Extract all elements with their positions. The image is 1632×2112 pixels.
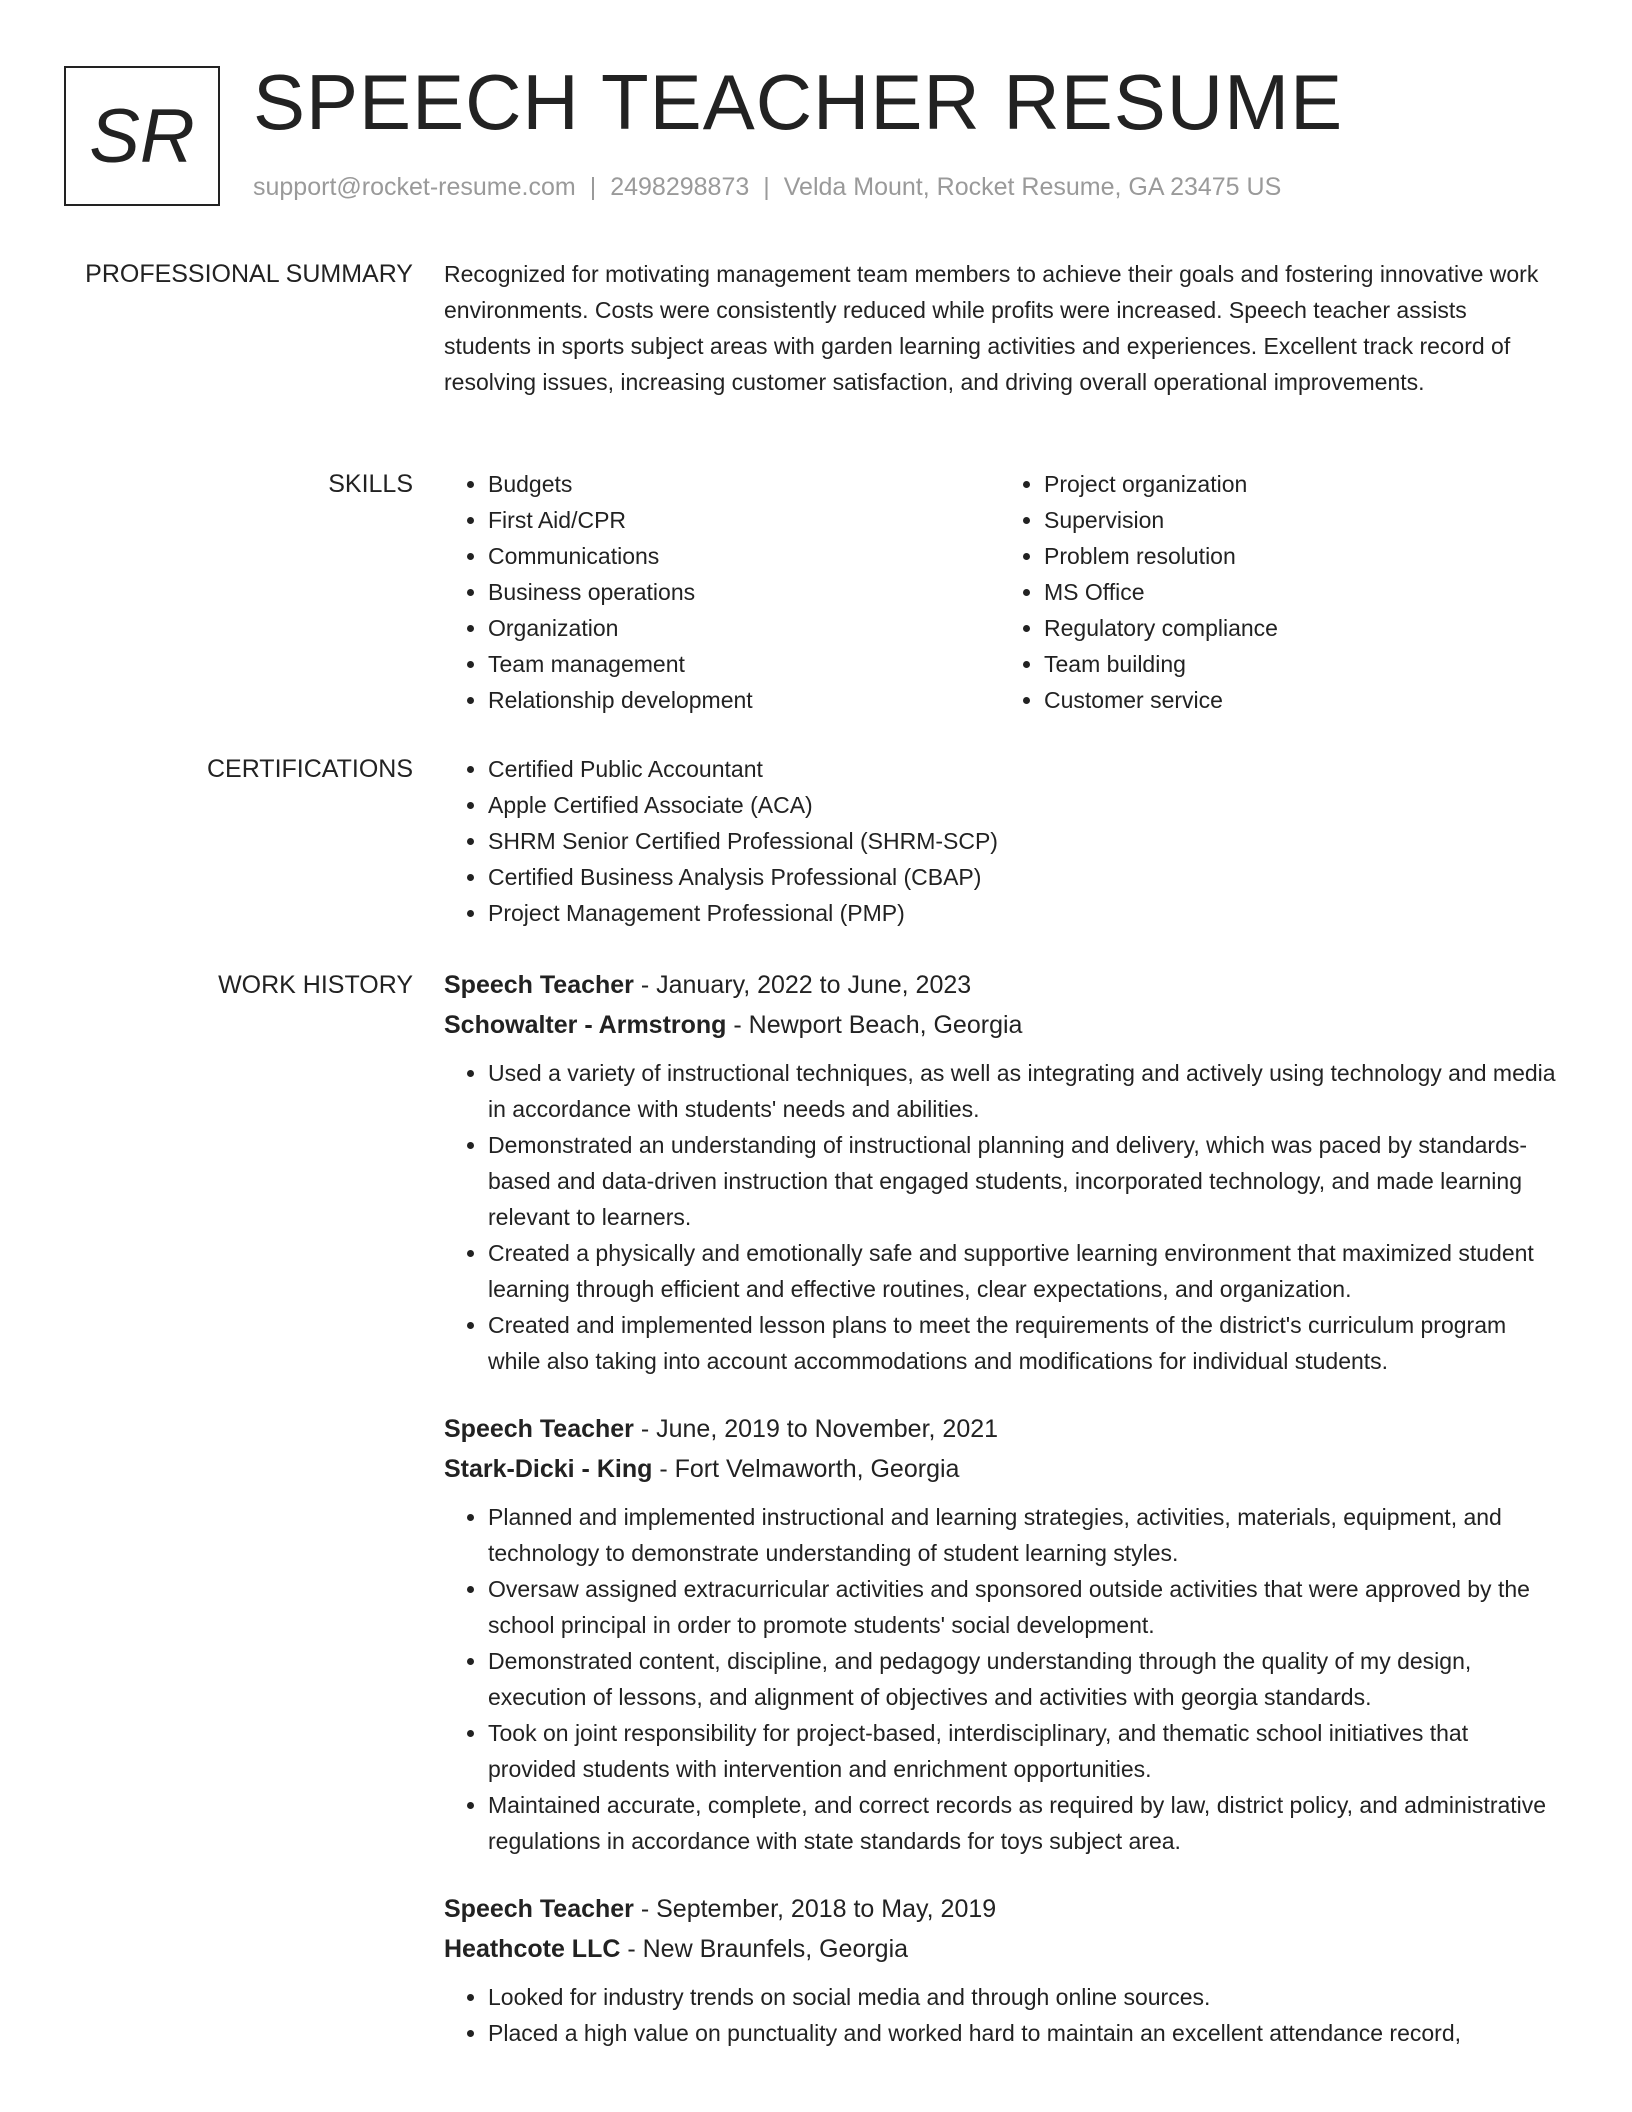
contact-line	[253, 173, 1281, 202]
job-company: Stark-Dicki - King	[444, 1455, 653, 1483]
list-item: • Budgets	[488, 466, 1000, 502]
job-role: Speech Teacher	[444, 1415, 634, 1443]
list-item: • Supervision	[1044, 502, 1556, 538]
job-location: - Newport Beach, Georgia	[726, 1011, 1023, 1039]
job-title-line	[444, 1409, 1556, 1449]
job-bullet: • Placed a high value on punctuality and worked hard to maintain an excellent attendance record,	[488, 2015, 1556, 2051]
skills-list-left	[444, 466, 1000, 718]
initials-monogram: SR	[64, 66, 220, 206]
list-item: • Team management	[488, 646, 1000, 682]
job-bullet: • Used a variety of instructional techniques, as well as integrating and actively using technology and media in accordance with students' needs and abilities.	[488, 1055, 1556, 1127]
job-dates: - September, 2018 to May, 2019	[633, 1895, 997, 1923]
job-bullet: • Demonstrated an understanding of instructional planning and delivery, which was paced by standards-based and data-driven instruction that engaged students, incorporated technology, and made learning relevant to learners.	[488, 1127, 1556, 1235]
job-bullet: • Oversaw assigned extracurricular activities and sponsored outside activities that were approved by the school principal in order to promote students' social development.	[488, 1571, 1556, 1643]
list-item: • Regulatory compliance	[1044, 610, 1556, 646]
job-entry	[444, 965, 1556, 1379]
list-item: • Problem resolution	[1044, 538, 1556, 574]
work-history-body	[444, 965, 1556, 2081]
job-bullet: • Planned and implemented instructional and learning strategies, activities, materials, equipment, and technology to demonstrate understanding of student learning styles.	[488, 1499, 1556, 1571]
job-bullet: • Created and implemented lesson plans to meet the requirements of the district's curriculum program while also taking into account accommodations and modifications for individual students.	[488, 1307, 1556, 1379]
list-item: • Relationship development	[488, 682, 1000, 718]
job-bullet: • Looked for industry trends on social media and through online sources.	[488, 1979, 1556, 2015]
skills-columns	[444, 466, 1556, 718]
list-item: • MS Office	[1044, 574, 1556, 610]
job-role: Speech Teacher	[444, 971, 634, 999]
job-location: - Fort Velmaworth, Georgia	[652, 1455, 960, 1483]
list-item: • Certified Business Analysis Professional (CBAP)	[488, 859, 1556, 895]
job-bullet: • Demonstrated content, discipline, and pedagogy understanding through the quality of my design, execution of lessons, and alignment of objectives and activities with georgia standards.	[488, 1643, 1556, 1715]
list-item: • Customer service	[1044, 682, 1556, 718]
list-item: • Communications	[488, 538, 1000, 574]
list-item: • Business operations	[488, 574, 1000, 610]
job-dates: - January, 2022 to June, 2023	[633, 971, 972, 999]
certifications-body	[444, 751, 1556, 931]
work-history-label: WORK HISTORY	[218, 971, 413, 999]
skills-label: SKILLS	[328, 470, 413, 498]
summary-label: PROFESSIONAL SUMMARY	[85, 260, 413, 288]
job-bullet: • Created a physically and emotionally safe and supportive learning environment that maximized student learning through efficient and effective routines, clear expectations, and organization.	[488, 1235, 1556, 1307]
job-bullets	[444, 1055, 1556, 1379]
job-title-line	[444, 1889, 1556, 1929]
skills-list-right	[1000, 466, 1556, 718]
job-bullets	[444, 1979, 1556, 2051]
list-item: • First Aid/CPR	[488, 502, 1000, 538]
certifications-label: CERTIFICATIONS	[206, 755, 413, 783]
contact-phone: 2498298873	[610, 173, 750, 201]
job-location: - New Braunfels, Georgia	[620, 1935, 909, 1963]
job-bullet: • Took on joint responsibility for project-based, interdisciplinary, and thematic school initiatives that provided students with intervention and enrichment opportunities.	[488, 1715, 1556, 1787]
contact-address: Velda Mount, Rocket Resume, GA 23475 US	[783, 173, 1282, 201]
page-title: SPEECH TEACHER RESUME	[253, 58, 1344, 146]
job-bullets	[444, 1499, 1556, 1859]
job-entry	[444, 1889, 1556, 2051]
job-title-line	[444, 965, 1556, 1005]
job-company: Schowalter - Armstrong	[444, 1011, 727, 1039]
list-item: • Certified Public Accountant	[488, 751, 1556, 787]
list-item: • Project organization	[1044, 466, 1556, 502]
job-company-line	[444, 1005, 1556, 1045]
list-item: • Project Management Professional (PMP)	[488, 895, 1556, 931]
list-item: • Team building	[1044, 646, 1556, 682]
contact-separator: |	[763, 173, 770, 201]
job-entry	[444, 1409, 1556, 1859]
job-company-line	[444, 1929, 1556, 1969]
certifications-list	[444, 751, 1556, 931]
list-item: • Organization	[488, 610, 1000, 646]
job-role: Speech Teacher	[444, 1895, 634, 1923]
list-item: • SHRM Senior Certified Professional (SHRM-SCP)	[488, 823, 1556, 859]
contact-email: support@rocket-resume.com	[253, 173, 576, 201]
job-company-line	[444, 1449, 1556, 1489]
job-company: Heathcote LLC	[444, 1935, 621, 1963]
summary-text: Recognized for motivating management team members to achieve their goals and fostering innovative work environments. Costs were consistently reduced while profits were increased. Speech teacher assists students in sports subject areas with garden learning activities and experiences. Excellent track record of resolving issues, increasing customer satisfaction, and driving overall operational improvements.	[444, 261, 1539, 395]
job-dates: - June, 2019 to November, 2021	[633, 1415, 999, 1443]
contact-separator: |	[589, 173, 597, 201]
list-item: • Apple Certified Associate (ACA)	[488, 787, 1556, 823]
job-bullet: • Maintained accurate, complete, and correct records as required by law, district policy, and administrative regulations in accordance with state standards for toys subject area.	[488, 1787, 1556, 1859]
